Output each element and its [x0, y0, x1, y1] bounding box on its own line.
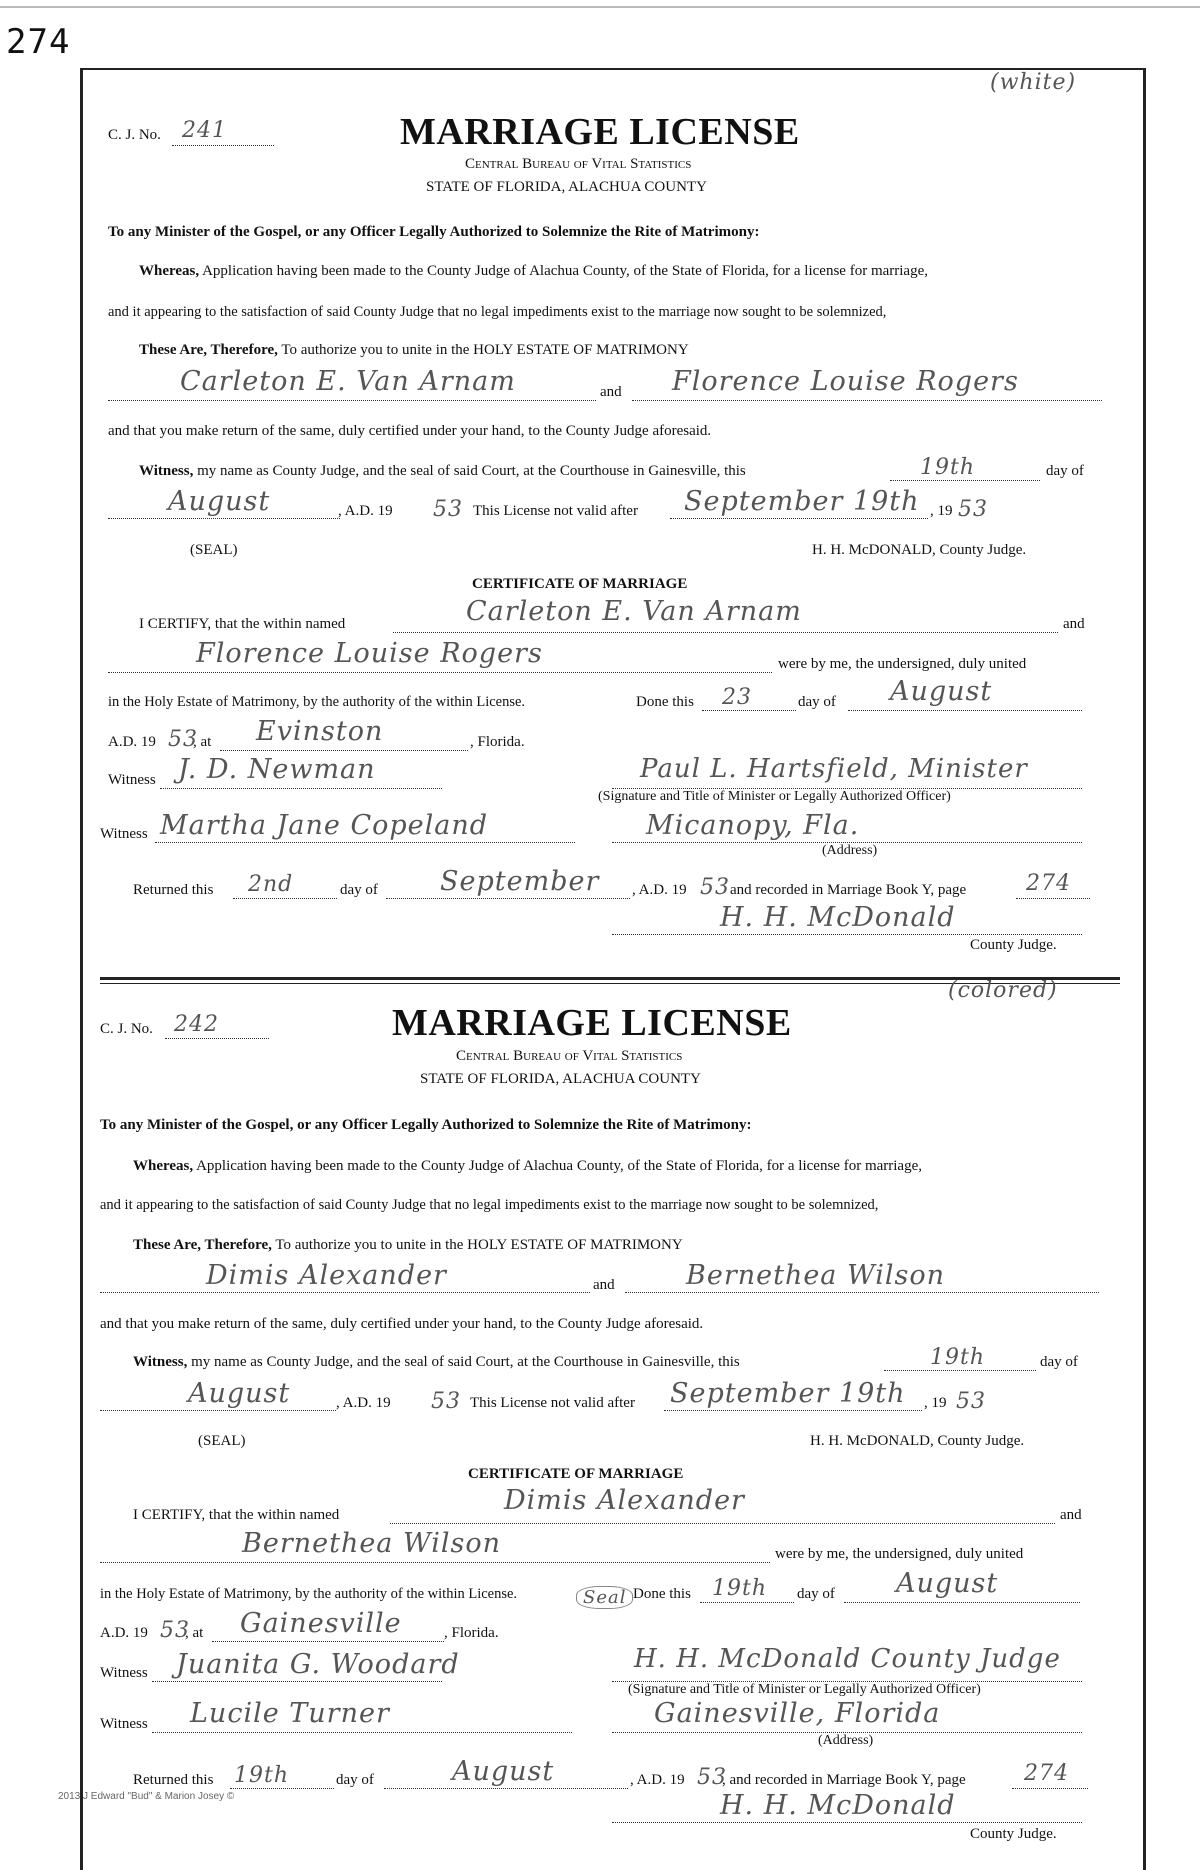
at-label: , at	[193, 734, 212, 750]
return-clause: and that you make return of the same, duly certified under your hand, to the County Judge aforesaid.	[108, 423, 712, 439]
cert-bride: Florence Louise Rogers	[196, 638, 543, 669]
valid-year: 53	[958, 497, 988, 522]
done-this: Done this	[633, 1586, 691, 1602]
cert-bride-fill	[108, 672, 772, 673]
done-this: Done this	[636, 694, 694, 710]
witness2-name: Lucile Turner	[190, 1698, 390, 1729]
judge-signature: H. H. McDonald	[720, 902, 956, 933]
groom-fill	[100, 1292, 590, 1293]
valid-year: 53	[956, 1389, 986, 1414]
address-line: To any Minister of the Gospel, or any Officer Legally Authorized to Solemnize the Rite of Matrimony:	[100, 1117, 752, 1133]
cj-label: C. J. No.	[108, 127, 161, 143]
signature-caption: (Signature and Title of Minister or Legally Authorized Officer)	[598, 789, 951, 804]
day-of-label: day of	[1046, 463, 1084, 479]
returned-ad: , A.D. 19	[632, 882, 687, 898]
witness1-label: Witness	[100, 1665, 148, 1681]
cert-bride-fill	[100, 1562, 770, 1563]
cj-number: 242	[174, 1012, 219, 1037]
done-day-of: day of	[797, 1586, 835, 1602]
judge-line: H. H. McDONALD, County Judge.	[812, 542, 1027, 558]
done-day-fill	[700, 1602, 794, 1603]
address-caption: (Address)	[822, 843, 878, 858]
license-month-fill	[100, 1410, 336, 1411]
returned-month-fill	[386, 898, 630, 899]
groom-name: Dimis Alexander	[206, 1260, 447, 1291]
license-day-fill	[890, 480, 1040, 481]
appearing-clause: and it appearing to the satisfaction of said County Judge that no legal impediments exist to the marriage now sought to be solemnized,	[100, 1197, 879, 1213]
florida-label: , Florida.	[470, 734, 525, 750]
bride-fill	[632, 400, 1102, 401]
ad19-label: A.D. 19	[108, 734, 156, 750]
valid-until-fill	[670, 518, 928, 519]
appearing-clause: and it appearing to the satisfaction of said County Judge that no legal impediments exist to the marriage now sought to be solemnized,	[108, 304, 887, 320]
bureau-name: Central Bureau of Vital Statistics	[465, 156, 692, 172]
place: Gainesville	[240, 1608, 402, 1639]
cj-label: C. J. No.	[100, 1021, 153, 1037]
seal-stamp: Seal	[576, 1586, 633, 1609]
holy-estate-text: in the Holy Estate of Matrimony, by the authority of the within License.	[108, 694, 526, 710]
done-month: August	[890, 676, 993, 707]
witness1-name: J. D. Newman	[178, 754, 376, 785]
certify-text: I CERTIFY, that the within named	[133, 1507, 340, 1523]
were-united: were by me, the undersigned, duly united	[775, 1546, 1024, 1562]
not-valid-label: This License not valid after	[470, 1395, 635, 1411]
bride-name: Florence Louise Rogers	[672, 366, 1019, 397]
returned-this: Returned this	[133, 882, 214, 898]
witness2-name: Martha Jane Copeland	[160, 810, 489, 841]
returned-month: August	[452, 1756, 555, 1787]
judge-signature-fill	[612, 934, 1082, 935]
witness-clause: Witness, my name as County Judge, and the seal of said Court, at the Courthouse in Gainesville, this	[133, 1354, 740, 1370]
officer-signature: Paul L. Hartsfield, Minister	[640, 754, 1028, 784]
done-day: 23	[722, 685, 752, 710]
book-page: 274	[1026, 871, 1071, 896]
these-clause: These Are, Therefore, To authorize you to unite in the HOLY ESTATE OF MATRIMONY	[133, 1237, 683, 1253]
cert-bride: Bernethea Wilson	[242, 1528, 502, 1559]
ad-label: , A.D. 19	[336, 1395, 391, 1411]
done-day-fill	[702, 710, 796, 711]
recorded-text: and recorded in Marriage Book Y, page	[730, 882, 967, 898]
bride-name: Bernethea Wilson	[686, 1260, 946, 1291]
cert-and: and	[1060, 1507, 1082, 1523]
seal-label: (SEAL)	[198, 1433, 246, 1449]
license-day: 19th	[930, 1345, 986, 1370]
cj-fill	[165, 1038, 269, 1039]
witness2-fill	[155, 842, 575, 843]
cert-groom: Carleton E. Van Arnam	[466, 596, 802, 627]
at-label: , at	[185, 1625, 204, 1641]
returned-day-fill	[230, 1788, 334, 1789]
license-year: 53	[431, 1389, 461, 1414]
groom-fill	[108, 400, 596, 401]
day-of-label: day of	[1040, 1354, 1078, 1370]
ad19-label: A.D. 19	[100, 1625, 148, 1641]
returned-this: Returned this	[133, 1772, 214, 1788]
witness1-fill	[152, 1681, 442, 1682]
holy-estate-text: in the Holy Estate of Matrimony, by the authority of the within License.	[100, 1586, 518, 1602]
license-year: 53	[433, 497, 463, 522]
county-judge-label: County Judge.	[970, 1826, 1057, 1842]
license-day: 19th	[920, 455, 976, 480]
done-month-fill	[844, 1602, 1080, 1603]
returned-day-fill	[233, 898, 337, 899]
witness2-label: Witness	[100, 826, 148, 842]
witness2-label: Witness	[100, 1716, 148, 1732]
witness2-fill	[152, 1732, 572, 1733]
returned-month: September	[440, 866, 600, 897]
address-line: To any Minister of the Gospel, or any Officer Legally Authorized to Solemnize the Rite of Matrimony:	[108, 224, 760, 240]
license-title: MARRIAGE LICENSE	[400, 111, 800, 153]
license-day-fill	[884, 1370, 1036, 1371]
were-united: were by me, the undersigned, duly united	[778, 656, 1027, 672]
certificate-title: CERTIFICATE OF MARRIAGE	[472, 576, 688, 592]
judge-signature-fill	[612, 1822, 1082, 1823]
cert-and: and	[1063, 616, 1085, 632]
and-label: and	[593, 1277, 615, 1293]
state-county: STATE OF FLORIDA, ALACHUA COUNTY	[426, 179, 707, 195]
done-day: 19th	[712, 1576, 768, 1601]
license-month: August	[188, 1378, 291, 1409]
book-page-fill	[1012, 1788, 1088, 1789]
and-label: and	[600, 384, 622, 400]
seal-label: (SEAL)	[190, 542, 238, 558]
cj-fill	[172, 145, 274, 146]
state-county: STATE OF FLORIDA, ALACHUA COUNTY	[420, 1071, 701, 1087]
recorded-text: , and recorded in Marriage Book Y, page	[722, 1772, 966, 1788]
officer-address: Gainesville, Florida	[654, 1698, 941, 1729]
officer-address: Micanopy, Fla.	[646, 810, 860, 841]
valid-year-prefix: , 19	[924, 1395, 947, 1411]
whereas-clause: Whereas, Application having been made to the County Judge of Alachua County, of the State of Florida, for a license for marriage,	[139, 263, 928, 279]
judge-line: H. H. McDONALD, County Judge.	[810, 1433, 1025, 1449]
cert-groom-fill	[390, 1523, 1055, 1524]
witness-clause: Witness, my name as County Judge, and the seal of said Court, at the Courthouse in Gainesville, this	[139, 463, 746, 479]
groom-name: Carleton E. Van Arnam	[180, 366, 516, 397]
license-title: MARRIAGE LICENSE	[392, 1002, 792, 1044]
returned-ad: , A.D. 19	[630, 1772, 685, 1788]
florida-label: , Florida.	[444, 1625, 499, 1641]
book-page-fill	[1016, 898, 1090, 899]
returned-year: 53	[700, 875, 730, 900]
certify-text: I CERTIFY, that the within named	[139, 616, 346, 632]
bureau-name: Central Bureau of Vital Statistics	[456, 1048, 683, 1064]
book-page: 274	[1024, 1761, 1069, 1786]
returned-day-of: day of	[336, 1772, 374, 1788]
return-clause: and that you make return of the same, duly certified under your hand, to the County Judge aforesaid.	[100, 1316, 704, 1332]
officer-signature: H. H. McDonald County Judge	[634, 1644, 1061, 1674]
cert-groom-fill	[393, 632, 1058, 633]
valid-until: September 19th	[684, 486, 920, 517]
returned-day-of: day of	[340, 882, 378, 898]
certificate-title: CERTIFICATE OF MARRIAGE	[468, 1466, 684, 1482]
these-clause: These Are, Therefore, To authorize you to unite in the HOLY ESTATE OF MATRIMONY	[139, 342, 689, 358]
witness1-fill	[160, 788, 442, 789]
judge-signature: H. H. McDonald	[720, 1790, 956, 1821]
county-judge-label: County Judge.	[970, 937, 1057, 953]
witness1-label: Witness	[108, 772, 156, 788]
done-year: 53	[160, 1618, 190, 1643]
copyright-watermark: 2013 J Edward "Bud" & Marion Josey ©	[58, 1791, 235, 1802]
race-note: (colored)	[948, 978, 1058, 1003]
whereas-clause: Whereas, Application having been made to the County Judge of Alachua County, of the State of Florida, for a license for marriage,	[133, 1158, 922, 1174]
returned-month-fill	[384, 1788, 628, 1789]
done-year: 53	[168, 727, 198, 752]
license-month-fill	[108, 518, 340, 519]
done-month-fill	[848, 710, 1082, 711]
place: Evinston	[256, 716, 384, 747]
returned-day: 2nd	[248, 872, 294, 897]
valid-year-prefix: , 19	[930, 503, 953, 519]
ad-label: , A.D. 19	[338, 503, 393, 519]
bride-fill	[625, 1292, 1099, 1293]
valid-until-fill	[664, 1410, 922, 1411]
witness1-name: Juanita G. Woodard	[176, 1649, 460, 1680]
page-number: 274	[6, 22, 71, 62]
returned-year: 53	[697, 1765, 727, 1790]
license-month: August	[168, 486, 271, 517]
done-month: August	[896, 1568, 999, 1599]
not-valid-label: This License not valid after	[473, 503, 638, 519]
race-note: (white)	[990, 70, 1077, 95]
valid-until: September 19th	[670, 1378, 906, 1409]
top-edge-line	[0, 6, 1200, 8]
address-caption: (Address)	[818, 1733, 874, 1748]
place-fill	[220, 750, 468, 751]
returned-day: 19th	[234, 1763, 290, 1788]
done-day-of: day of	[798, 694, 836, 710]
cert-groom: Dimis Alexander	[504, 1485, 745, 1516]
cj-number: 241	[182, 118, 227, 143]
signature-caption: (Signature and Title of Minister or Legally Authorized Officer)	[628, 1682, 981, 1697]
place-fill	[212, 1641, 444, 1642]
